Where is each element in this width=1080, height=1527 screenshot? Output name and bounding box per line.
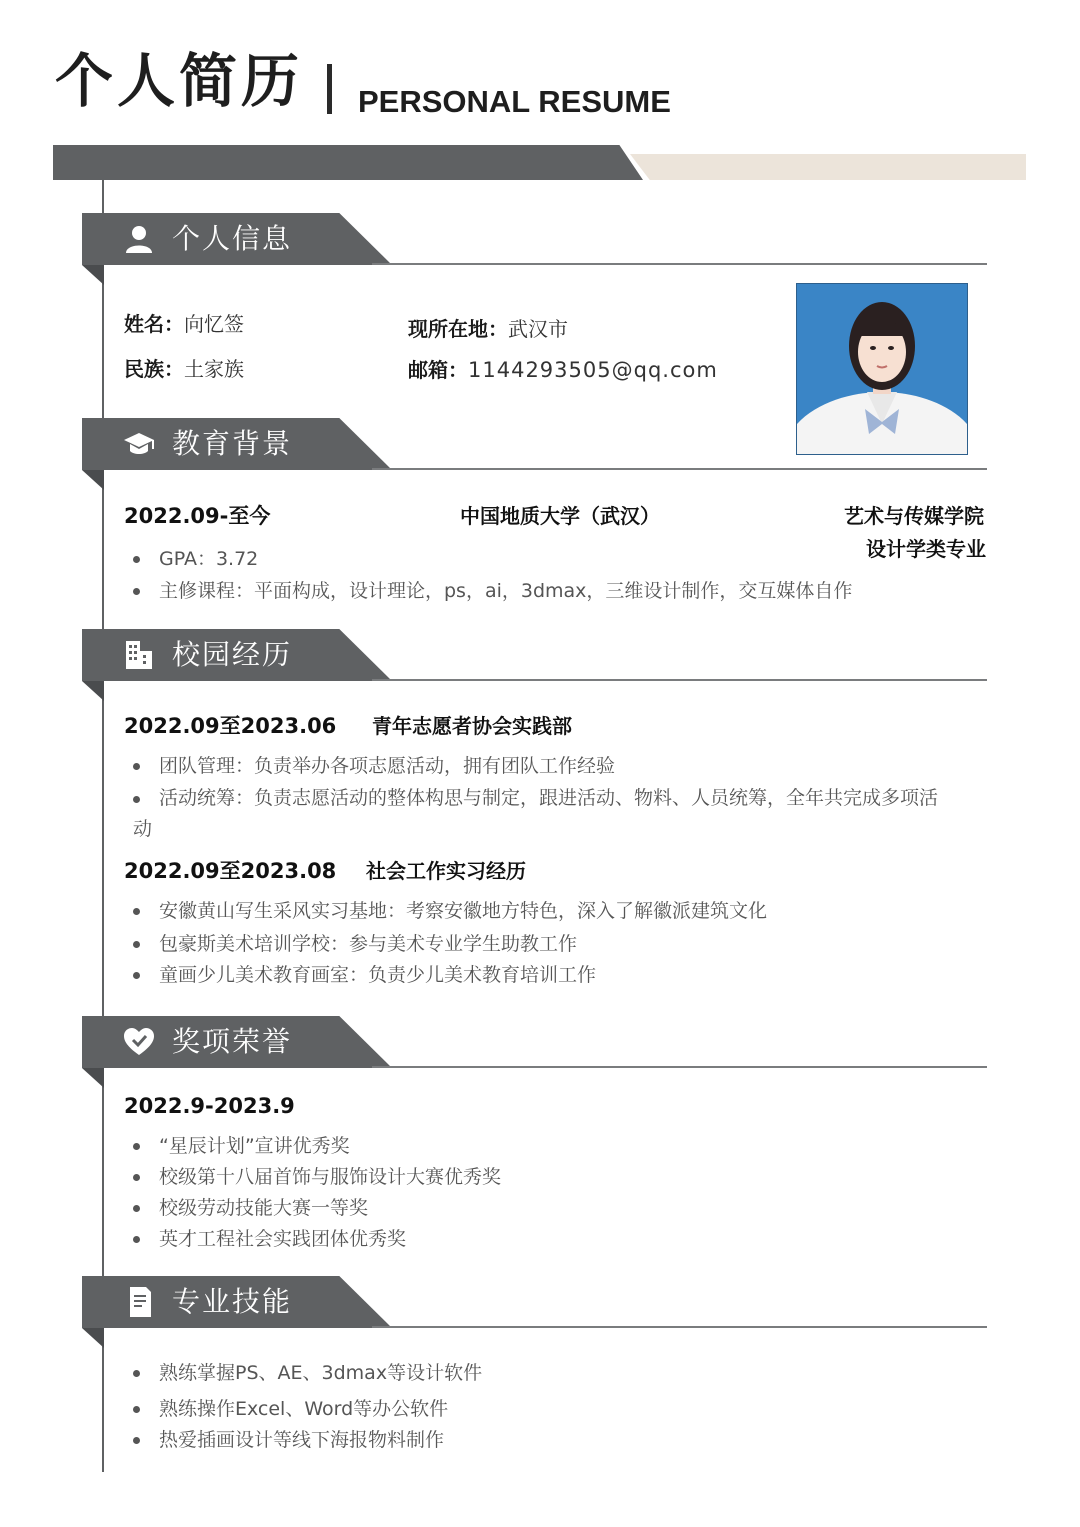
resume-title-en: PERSONAL RESUME <box>358 84 671 119</box>
campus-bullet: 包豪斯美术培训学校：参与美术专业学生助教工作 <box>133 931 577 957</box>
ethnicity-row <box>124 356 244 382</box>
award-bullet: 英才工程社会实践团体优秀奖 <box>133 1226 406 1252</box>
campus-bullet: 团队管理：负责举办各项志愿活动，拥有团队工作经验 <box>133 753 615 779</box>
ethnicity-label: 民族： <box>124 357 184 381</box>
campus-bullet: 安徽黄山写生采风实习基地：考察安徽地方特色，深入了解徽派建筑文化 <box>133 898 767 924</box>
section-header-personal <box>82 213 987 285</box>
section-header-campus <box>82 629 987 701</box>
title-divider <box>327 64 332 114</box>
graduation-cap-icon <box>122 428 156 460</box>
campus-entry-period: 2022.09至2023.08 <box>124 859 337 883</box>
section-header-skills <box>82 1276 987 1348</box>
section-title: 专业技能 <box>172 1285 293 1318</box>
name-label: 姓名： <box>124 312 184 336</box>
campus-entry-org: 青年志愿者协会实践部 <box>372 714 572 738</box>
campus-entry-period: 2022.09至2023.06 <box>124 714 337 738</box>
education-college: 艺术与传媒学院 <box>844 504 984 528</box>
location-label: 现所在地： <box>408 317 508 341</box>
education-major: 设计学类专业 <box>866 537 986 561</box>
education-school: 中国地质大学（武汉） <box>460 504 660 528</box>
heart-check-icon <box>122 1026 156 1058</box>
section-title: 教育背景 <box>172 427 293 460</box>
section-title: 校园经历 <box>172 638 293 671</box>
resume-title-cn: 个人简历 <box>55 47 304 115</box>
header-bar-dark <box>53 145 643 180</box>
campus-bullet: 活动统筹：负责志愿活动的整体构思与制定，跟进活动、物料、人员统筹，全年共完成多项活动 <box>133 783 953 845</box>
skill-bullet: 熟练操作Excel、Word等办公软件 <box>133 1396 448 1422</box>
user-icon <box>122 223 156 255</box>
name-value: 向忆签 <box>184 312 244 336</box>
skill-bullet: 熟练掌握PS、AE、3dmax等设计软件 <box>133 1360 482 1386</box>
ethnicity-value: 土家族 <box>184 357 244 381</box>
name-row <box>124 311 244 337</box>
education-bullet: GPA：3.72 <box>133 546 258 572</box>
award-bullet: “星辰计划”宣讲优秀奖 <box>133 1133 350 1159</box>
section-header-awards <box>82 1016 987 1088</box>
location-value: 武汉市 <box>508 317 568 341</box>
document-icon <box>122 1286 156 1318</box>
education-bullet: 主修课程：平面构成，设计理论，ps，ai，3dmax，三维设计制作，交互媒体自作 <box>133 578 852 604</box>
email-row <box>408 357 718 383</box>
education-period: 2022.09-至今 <box>124 504 271 528</box>
campus-bullet: 童画少儿美术教育画室：负责少儿美术教育培训工作 <box>133 962 596 988</box>
section-header-education <box>82 418 987 490</box>
section-title: 个人信息 <box>172 222 293 255</box>
email-value: 1144293505@qq.com <box>468 358 718 382</box>
campus-entry-org: 社会工作实习经历 <box>366 859 526 883</box>
skill-bullet: 热爱插画设计等线下海报物料制作 <box>133 1427 444 1453</box>
section-title: 奖项荣誉 <box>172 1025 293 1058</box>
location-row <box>408 316 568 342</box>
email-label: 邮箱： <box>408 358 468 382</box>
awards-period: 2022.9-2023.9 <box>124 1094 295 1118</box>
header-bar-light <box>630 154 1026 180</box>
award-bullet: 校级劳动技能大赛一等奖 <box>133 1195 368 1221</box>
award-bullet: 校级第十八届首饰与服饰设计大赛优秀奖 <box>133 1164 501 1190</box>
building-icon <box>122 639 156 671</box>
